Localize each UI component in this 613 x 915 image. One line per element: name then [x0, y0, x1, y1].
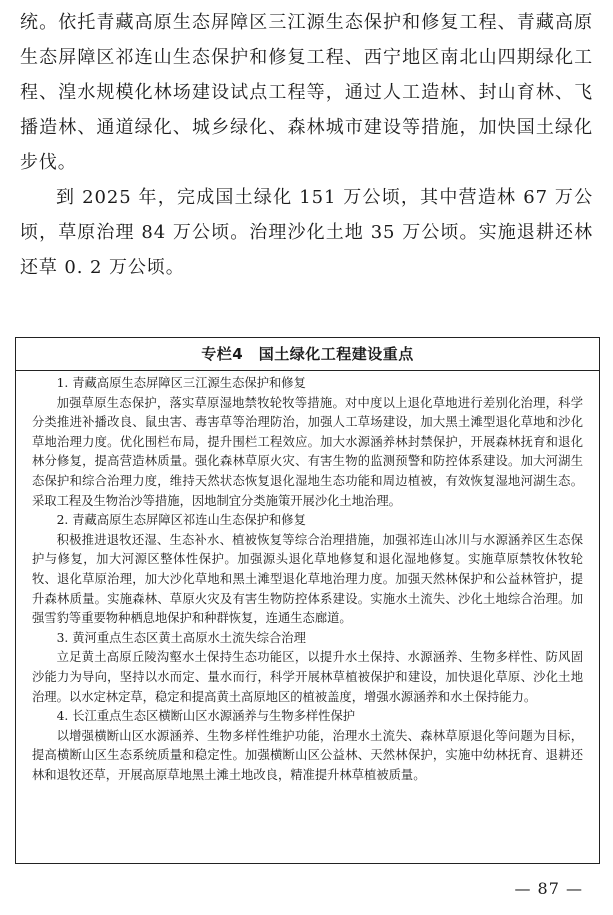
page-number: — 87 —	[514, 879, 583, 898]
section-text: 立足黄土高原丘陵沟壑水土保持生态功能区，以提升水土保持、水源涵养、生物多样性、防风固沙能力为导向，坚持以水而定、量水而行，科学开展林草植被保护和建设，加快退化草原、沙化土地治理。以水定林定草，稳定和提高黄土高原地区的植被盖度，增强水源涵养和水土保持能力。	[32, 650, 583, 704]
body-paragraph-1: 统。依托青藏高原生态屏障区三江源生态保护和修复工程、青藏高原生态屏障区祁连山生态保护和修复工程、西宁地区南北山四期绿化工程、湟水规模化林场建设试点工程等，通过人工造林、封山育林、飞播造林、通道绿化、城乡绿化、森林城市建设等措施，加快国土绿化步伐。	[20, 12, 593, 173]
special-column-box	[15, 337, 600, 864]
section-heading: 1. 青藏高原生态屏障区三江源生态保护和修复	[56, 376, 306, 390]
section-text: 以增强横断山区水源涵养、生物多样性维护功能，治理水土流失、森林草原退化等问题为目标，提高横断山区生态系统质量和稳定性。加强横断山区公益林、天然林保护，实施中幼林抚育、退耕还林和退牧还草，开展高原草地黑土滩土地改良，精准提升林草植被质量。	[32, 728, 583, 782]
box-title: 专栏4 国土绿化工程建设重点	[16, 338, 599, 371]
section-heading: 4. 长江重点生态区横断山区水源涵养与生物多样性保护	[56, 709, 356, 724]
section-text: 积极推进退牧还湿、生态补水、植被恢复等综合治理措施，加强祁连山冰川与水源涵养区生态保护与修复，加大河源区整体性保护。加强源头退化草地修复和退化湿地修复。实施草原禁牧休牧轮牧、退化草原治理，加大沙化草地和黑土滩型退化草地治理力度。加强天然林保护和公益林管护，提升森林质量。实施森林、草原火灾及有害生物防控体系建设。实施水土流失、沙化土地综合治理。加强雪豹等重要物种栖息地保护和种群恢复，连通生态廊道。	[32, 532, 583, 626]
section-heading: 2. 青藏高原生态屏障区祁连山生态保护和修复	[56, 513, 306, 528]
body-paragraph-2: 到 2025 年，完成国土绿化 151 万公顷，其中营造林 67 万公顷，草原治理 84 万公顷。治理沙化土地 35 万公顷。实施退耕还林还草 0. 2 万公顷。	[20, 187, 593, 278]
section-heading: 3. 黄河重点生态区黄土高原水土流失综合治理	[56, 630, 306, 645]
body-text	[20, 5, 593, 285]
section-text: 加强草原生态保护，落实草原湿地禁牧轮牧等措施。对中度以上退化草地进行差别化治理，科学分类推进补播改良、鼠虫害、毒害草等治理防治，加强人工草场建设，加大黑土滩型退化草地和沙化草地治理力度。优化围栏布局，提升围栏工程效应。加大水源涵养林封禁保护，开展森林抚育和退化林分修复，提高营造林质量。强化森林草原火灾、有害生物的监测预警和防控体系建设。加大河湖生态保护和综合治理力度，维持天然状态恢复退化湿地生态功能和周边植被，有效恢复湿地河湖生态。采取工程及生物治沙等措施，因地制宜分类施策开展沙化土地治理。	[32, 395, 583, 508]
box-body	[16, 371, 599, 785]
